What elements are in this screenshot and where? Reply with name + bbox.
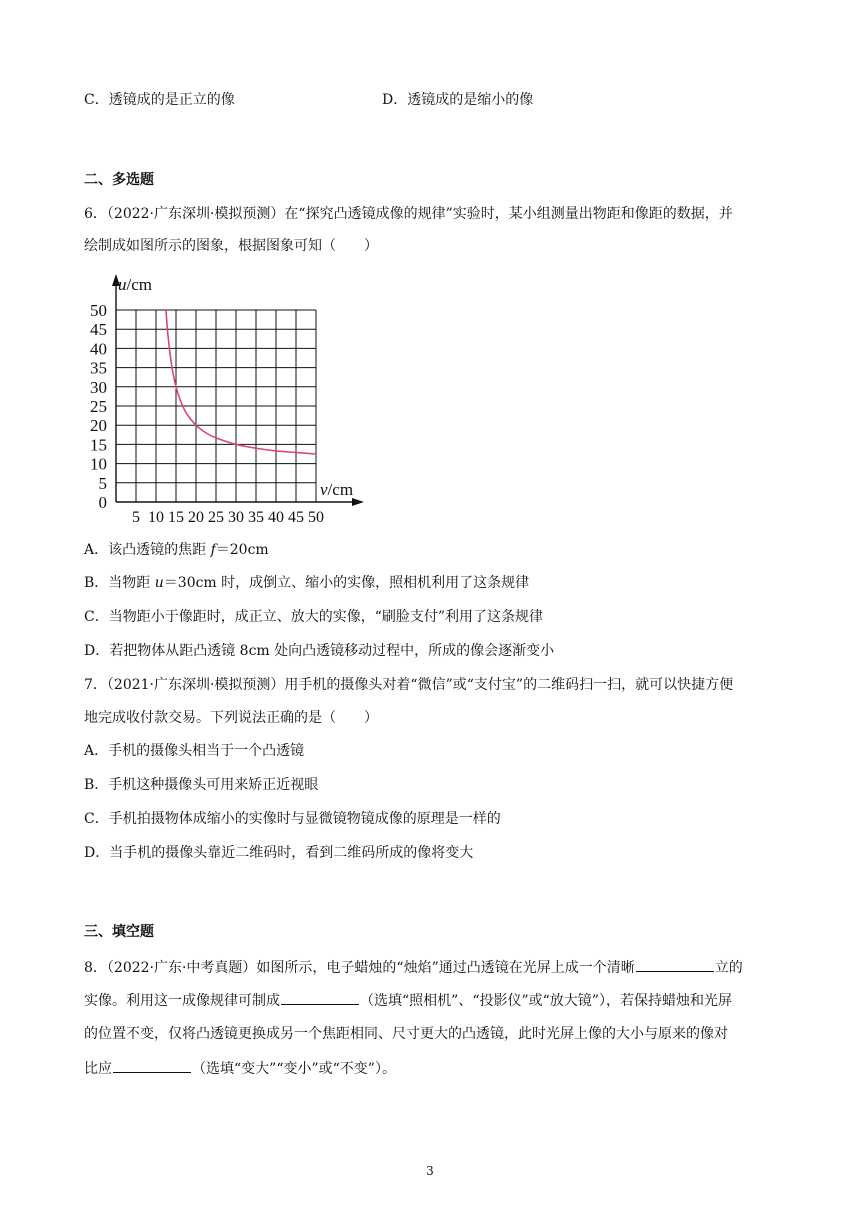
x-tick-label: 45 <box>288 509 304 526</box>
q7-option-c: C．手机拍摄物体成缩小的实像时与显微镜物镜成像的原理是一样的 <box>84 811 501 827</box>
q6-option-a: A．该凸透镜的焦距 f＝20cm <box>84 542 269 558</box>
q6-option-b: B．当物距 u＝30cm 时，成倒立、缩小的实像，照相机利用了这条规律 <box>84 575 530 591</box>
chart-grid <box>116 310 316 502</box>
q7-stem-line2: 地完成收付款交易。下列说法正确的是（ ） <box>84 710 378 726</box>
x-tick-labels <box>132 509 324 526</box>
y-tick-label: 35 <box>90 358 107 378</box>
x-tick-label: 40 <box>268 509 284 526</box>
x-axis-arrow <box>352 498 364 506</box>
y-tick-label: 5 <box>98 473 107 493</box>
q8-blank-3 <box>113 1058 191 1073</box>
chart-axes <box>112 274 364 506</box>
y-tick-label: 45 <box>90 320 107 340</box>
section-title-multiple-choice: 二、多选题 <box>84 172 154 188</box>
y-tick-label: 25 <box>90 397 107 416</box>
q8-line3: 的位置不变，仅将凸透镜更换成另一个焦距相同、尺寸更大的凸透镜，此时光屏上像的大小与原来的像对 <box>84 1026 728 1042</box>
y-tick-label: 15 <box>90 435 107 455</box>
q8-line4: 比应 （选填“变大”“变小”或“不变”）。 <box>84 1058 396 1079</box>
q7-option-a: A．手机的摄像头相当于一个凸透镜 <box>84 743 305 759</box>
q6-option-c: C．当物距小于像距时，成正立、放大的实像，“刷脸支付”利用了这条规律 <box>84 609 544 625</box>
q7-stem-line1: 7．（2021·广东深圳·模拟预测）用手机的摄像头对着“微信”或“支付宝”的二维码扫一扫，就可以快捷方便 <box>84 677 734 693</box>
y-axis-label <box>118 275 152 294</box>
x-axis-var: v <box>320 480 328 499</box>
q7-option-d: D．当手机的摄像头靠近二维码时，看到二维码所成的像将变大 <box>84 845 474 861</box>
y-tick-label: 0 <box>98 493 107 512</box>
x-tick-label: 30 <box>228 509 244 526</box>
x-tick-label: 10 <box>148 509 164 526</box>
q8-line2: 实像。利用这一成像规律可制成 （选填“照相机”、“投影仪”或“放大镜”），若保持蜡烛和光屏 <box>84 990 732 1011</box>
q7-option-b: B．手机这种摄像头可用来矫正近视眼 <box>84 777 319 793</box>
x-axis-label <box>320 480 353 499</box>
x-tick-label: 20 <box>188 509 204 526</box>
q5-option-c: C．透镜成的是正立的像 <box>84 92 235 108</box>
x-tick-label: 15 <box>168 509 184 526</box>
q6-stem-line2: 绘制成如图所示的图象，根据图象可知（ ） <box>84 238 378 254</box>
page-number: 3 <box>426 1164 434 1178</box>
x-tick-label: 50 <box>308 509 324 526</box>
section-title-fill-blank: 三、填空题 <box>84 924 154 940</box>
q6-option-d: D．若把物体从距凸透镜 8cm 处向凸透镜移动过程中，所成的像会逐渐变小 <box>84 643 555 659</box>
y-tick-label: 50 <box>90 301 107 320</box>
q5-option-d: D．透镜成的是缩小的像 <box>382 92 534 108</box>
q6-stem-line1: 6．（2022·广东深圳·模拟预测）在“探究凸透镜成像的规律”实验时，某小组测量出物距和像距的数据，并 <box>84 206 733 222</box>
q8-blank-1 <box>636 957 714 972</box>
y-tick-label: 20 <box>90 416 107 436</box>
x-tick-label: 35 <box>248 509 264 526</box>
q8-blank-2 <box>281 990 359 1005</box>
y-axis-unit: /cm <box>126 275 152 294</box>
y-tick-label: 40 <box>90 339 107 359</box>
q8-line1: 8．（2022·广东·中考真题）如图所示，电子蜡烛的“烛焰”通过凸透镜在光屏上成一个清晰 立的 <box>84 957 743 978</box>
y-tick-label: 30 <box>90 377 107 397</box>
x-tick-label: 25 <box>208 509 224 526</box>
u-v-curve <box>166 310 316 454</box>
x-axis-unit: /cm <box>327 480 354 499</box>
y-tick-label: 10 <box>90 454 107 474</box>
y-tick-labels <box>90 301 107 512</box>
x-tick-label: 5 <box>132 509 140 526</box>
y-axis-var: u <box>118 275 127 294</box>
u-v-graph <box>84 270 384 530</box>
